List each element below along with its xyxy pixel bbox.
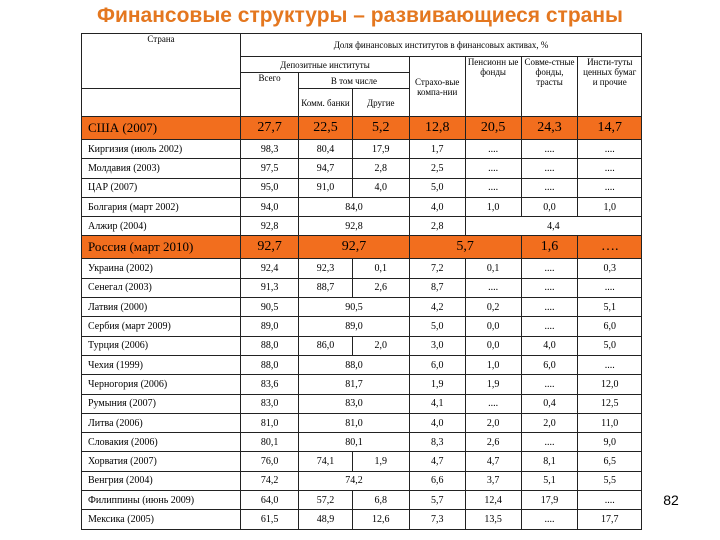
country-cell: ЦАР (2007) [82,178,241,197]
value-cell: 6,0 [409,355,465,374]
value-cell: 4,0 [409,197,465,216]
value-cell: 92,8 [241,217,299,236]
value-cell: 5,0 [578,336,642,355]
value-cell: .... [578,159,642,178]
value-cell: 90,5 [241,298,299,317]
value-cell: 84,0 [299,197,410,216]
value-cell: 92,7 [299,236,410,259]
value-cell: 88,0 [241,355,299,374]
table-row [82,117,642,140]
value-cell: 0,0 [465,336,521,355]
value-cell: 92,3 [299,259,353,278]
value-cell: .... [465,140,521,159]
financial-structure-table [81,33,642,530]
table-row [82,278,642,297]
header-mutual-funds: Совме-стные фонды, трасты [521,57,578,117]
value-cell: 17,9 [352,140,409,159]
header-commercial-banks: Комм. банки [299,89,353,117]
value-cell: 1,6 [521,236,578,259]
value-cell: 81,7 [299,375,410,394]
value-cell: 2,8 [409,217,465,236]
country-cell: Словакия (2006) [82,433,241,452]
value-cell: 5,2 [352,117,409,140]
country-cell: Латвия (2000) [82,298,241,317]
value-cell: 0,2 [465,298,521,317]
value-cell: 86,0 [299,336,353,355]
value-cell: …. [578,236,642,259]
value-cell: 3,0 [409,336,465,355]
value-cell: 27,7 [241,117,299,140]
value-cell: 2,8 [352,159,409,178]
value-cell: 5,7 [409,491,465,510]
country-cell: Мексика (2005) [82,510,241,529]
header-other: Другие [352,89,409,117]
value-cell: .... [465,278,521,297]
value-cell: 83,0 [299,394,410,413]
value-cell: 2,0 [521,413,578,432]
value-cell: 1,0 [578,197,642,216]
table-row [82,471,642,490]
value-cell: .... [465,159,521,178]
value-cell: 89,0 [241,317,299,336]
value-cell: 7,3 [409,510,465,529]
header-insurance: Страхо-вые компа-нии [409,57,465,117]
country-cell: Сенегал (2003) [82,278,241,297]
value-cell: 5,0 [409,178,465,197]
value-cell: 5,1 [578,298,642,317]
value-cell: 0,3 [578,259,642,278]
value-cell: 57,2 [299,491,353,510]
country-cell: Черногория (2006) [82,375,241,394]
value-cell: 89,0 [299,317,410,336]
value-cell: .... [521,433,578,452]
value-cell: 80,4 [299,140,353,159]
table-row [82,452,642,471]
value-cell: 17,7 [578,510,642,529]
value-cell: 4,7 [409,452,465,471]
value-cell: 4,2 [409,298,465,317]
header-deposit-institutions: Депозитные институты [241,57,410,73]
value-cell: 0,1 [465,259,521,278]
value-cell: 7,2 [409,259,465,278]
country-cell: Украина (2002) [82,259,241,278]
value-cell: 12,4 [465,491,521,510]
page-number: 82 [663,492,679,508]
value-cell: .... [521,178,578,197]
value-cell: 2,0 [352,336,409,355]
table-row [82,491,642,510]
value-cell: 1,9 [352,452,409,471]
value-cell: 2,6 [352,278,409,297]
value-cell: .... [578,178,642,197]
value-cell: 8,7 [409,278,465,297]
value-cell: 4,0 [521,336,578,355]
value-cell: 17,9 [521,491,578,510]
value-cell: 97,5 [241,159,299,178]
table-row [82,375,642,394]
value-cell: 74,2 [299,471,410,490]
header-including: В том числе [299,73,410,89]
value-cell: 12,8 [409,117,465,140]
value-cell: 0,0 [465,317,521,336]
value-cell: 91,3 [241,278,299,297]
table-row [82,298,642,317]
value-cell: 4,0 [409,413,465,432]
value-cell: 80,1 [299,433,410,452]
value-cell: 48,9 [299,510,353,529]
slide-title: Финансовые структуры – развивающиеся страны [97,4,623,27]
value-cell: 95,0 [241,178,299,197]
value-cell: 13,5 [465,510,521,529]
value-cell: 9,0 [578,433,642,452]
value-cell: .... [521,510,578,529]
country-cell: Алжир (2004) [82,217,241,236]
value-cell: .... [578,491,642,510]
value-cell: 1,0 [465,197,521,216]
table-row [82,159,642,178]
value-cell: 5,0 [409,317,465,336]
table-row [82,217,642,236]
value-cell: 8,1 [521,452,578,471]
value-cell: 8,3 [409,433,465,452]
country-cell: Филиппины (июнь 2009) [82,491,241,510]
value-cell: .... [521,159,578,178]
value-cell: 0,0 [521,197,578,216]
value-cell: 61,5 [241,510,299,529]
value-cell: 6,5 [578,452,642,471]
value-cell: 1,0 [465,355,521,374]
value-cell: .... [521,375,578,394]
table-row [82,413,642,432]
value-cell: 4,0 [352,178,409,197]
header-country: Страна [82,34,241,89]
value-cell: 2,6 [465,433,521,452]
value-cell: 12,6 [352,510,409,529]
country-cell: Румыния (2007) [82,394,241,413]
value-cell: 64,0 [241,491,299,510]
table-row [82,433,642,452]
country-cell: Сербия (март 2009) [82,317,241,336]
table-row [82,336,642,355]
value-cell: 12,5 [578,394,642,413]
value-cell: 6,6 [409,471,465,490]
value-cell: 92,8 [299,217,410,236]
value-cell: .... [521,298,578,317]
table-row [82,140,642,159]
country-cell: Чехия (1999) [82,355,241,374]
value-cell: 6,8 [352,491,409,510]
value-cell: 91,0 [299,178,353,197]
value-cell: 88,7 [299,278,353,297]
value-cell: .... [521,317,578,336]
header-total: Всего [241,73,299,117]
value-cell: 22,5 [299,117,353,140]
value-cell: 3,7 [465,471,521,490]
value-cell: 88,0 [241,336,299,355]
value-cell: 1,9 [465,375,521,394]
value-cell: 80,1 [241,433,299,452]
value-cell: 81,0 [299,413,410,432]
value-cell: 76,0 [241,452,299,471]
country-cell: Болгария (март 2002) [82,197,241,216]
table-row [82,259,642,278]
value-cell: 11,0 [578,413,642,432]
value-cell: 0,1 [352,259,409,278]
country-cell: Киргизия (июль 2002) [82,140,241,159]
country-cell: США (2007) [82,117,241,140]
header-share: Доля финансовых институтов в финансовых активах, % [241,34,642,57]
value-cell: 90,5 [299,298,410,317]
value-cell: 88,0 [299,355,410,374]
value-cell: 94,7 [299,159,353,178]
country-cell: Хорватия (2007) [82,452,241,471]
value-cell: 14,7 [578,117,642,140]
value-cell: .... [465,394,521,413]
value-cell: 94,0 [241,197,299,216]
value-cell: 6,0 [521,355,578,374]
table-row [82,317,642,336]
value-cell: .... [578,278,642,297]
value-cell: 74,1 [299,452,353,471]
value-cell: 1,7 [409,140,465,159]
value-cell: 0,4 [521,394,578,413]
country-cell: Россия (март 2010) [82,236,241,259]
value-cell: 5,7 [409,236,521,259]
value-cell: 83,6 [241,375,299,394]
value-cell: .... [521,278,578,297]
value-cell: 2,0 [465,413,521,432]
value-cell: 4,7 [465,452,521,471]
value-cell: 92,4 [241,259,299,278]
value-cell: 5,1 [521,471,578,490]
country-cell: Венгрия (2004) [82,471,241,490]
value-cell: 6,0 [578,317,642,336]
value-cell: 4,1 [409,394,465,413]
header-pension-funds: Пенсионн ые фонды [465,57,521,117]
value-cell: .... [578,140,642,159]
country-cell: Молдавия (2003) [82,159,241,178]
country-cell: Литва (2006) [82,413,241,432]
value-cell: 2,5 [409,159,465,178]
value-cell: .... [465,178,521,197]
table-row [82,394,642,413]
value-cell: .... [521,140,578,159]
table-row [82,197,642,216]
value-cell: 83,0 [241,394,299,413]
value-cell: .... [578,355,642,374]
value-cell: 12,0 [578,375,642,394]
header-securities: Инсти-туты ценных бумаг и прочие [578,57,642,117]
value-cell: 24,3 [521,117,578,140]
country-cell: Турция (2006) [82,336,241,355]
value-cell: 4,4 [465,217,641,236]
table-row [82,510,642,529]
value-cell: 1,9 [409,375,465,394]
value-cell: 81,0 [241,413,299,432]
value-cell: 20,5 [465,117,521,140]
value-cell: 74,2 [241,471,299,490]
table-row [82,236,642,259]
value-cell: 98,3 [241,140,299,159]
value-cell: 92,7 [241,236,299,259]
value-cell: .... [521,259,578,278]
value-cell: 5,5 [578,471,642,490]
table-row [82,355,642,374]
table-row [82,178,642,197]
